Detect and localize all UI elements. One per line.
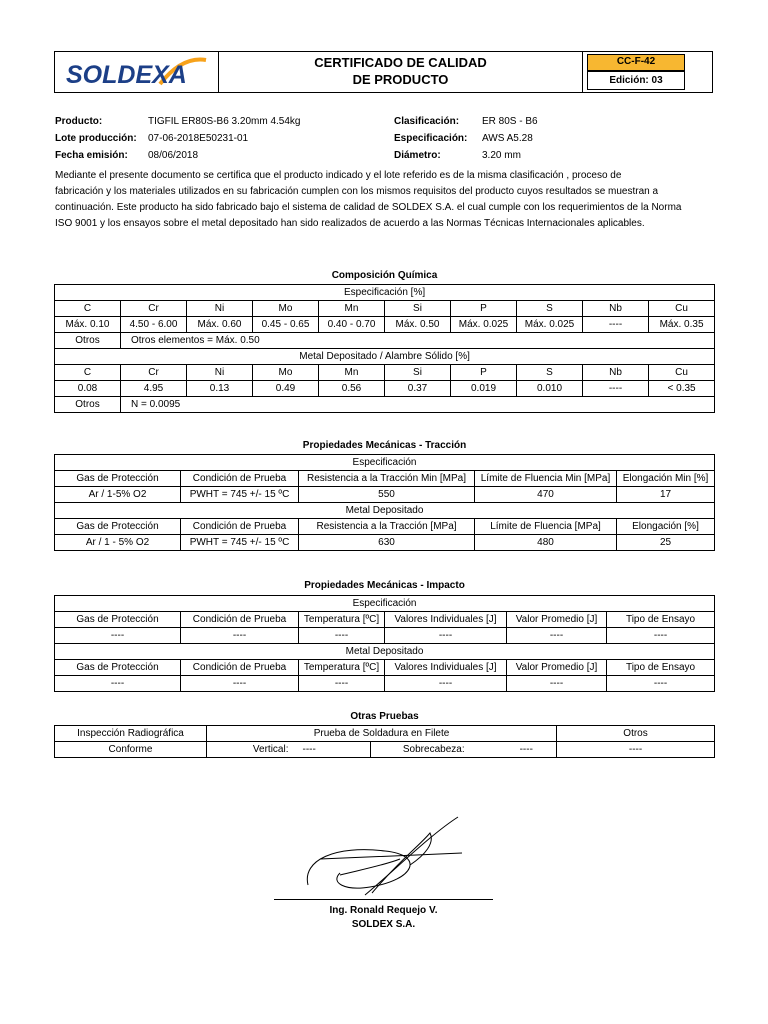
- column-header: Inspección Radiográfica: [55, 726, 207, 742]
- otras-table: [54, 725, 715, 758]
- spec-value-cell: 0.45 - 0.65: [253, 317, 319, 333]
- element-header: Ni: [187, 301, 253, 317]
- traccion-metal-header: Metal Depositado: [55, 503, 715, 519]
- document-title-2: DE PRODUCTO: [352, 72, 449, 87]
- value-cell: ----: [299, 628, 385, 644]
- spec-value-cell: ----: [583, 317, 649, 333]
- metal-value-cell: 0.49: [253, 381, 319, 397]
- soldexa-logo: [64, 54, 212, 90]
- metal-value-cell: 0.010: [517, 381, 583, 397]
- handwritten-signature: [300, 815, 470, 900]
- sobrecabeza-value: ----: [497, 742, 557, 758]
- composicion-metal-otros-row: [55, 397, 715, 413]
- composicion-spec-otros-row: [55, 333, 715, 349]
- impacto-metal-cols-row: [55, 660, 715, 676]
- otras-title: Otras Pruebas: [350, 711, 419, 722]
- column-header: Valor Promedio [J]: [507, 660, 607, 676]
- otras-header-row: [55, 726, 715, 742]
- signature-line: [274, 899, 493, 900]
- column-header: Elongación [%]: [617, 519, 715, 535]
- sobrecabeza-label: Sobrecabeza:: [371, 742, 497, 758]
- element-header: Cr: [121, 365, 187, 381]
- column-header: Gas de Protección: [55, 471, 181, 487]
- element-header: Nb: [583, 365, 649, 381]
- column-header: Límite de Fluencia [MPa]: [475, 519, 617, 535]
- lote-label: Lote producción:: [55, 133, 137, 144]
- composicion-title: Composición Química: [331, 270, 438, 281]
- value-cell: ----: [507, 628, 607, 644]
- element-header: Mo: [253, 301, 319, 317]
- producto-label: Producto:: [55, 116, 103, 127]
- column-header: Valores Individuales [J]: [385, 612, 507, 628]
- value-cell: ----: [385, 676, 507, 692]
- fecha-label: Fecha emisión:: [55, 150, 128, 161]
- composicion-spec-elements-row: [55, 301, 715, 317]
- impacto-metal-header: Metal Depositado: [55, 644, 715, 660]
- signer-company: SOLDEX S.A.: [351, 919, 416, 930]
- element-header: C: [55, 365, 121, 381]
- traccion-table: [54, 454, 715, 551]
- diametro-value: 3.20 mm: [482, 150, 521, 161]
- metal-value-cell: 0.56: [319, 381, 385, 397]
- column-header: Gas de Protección: [55, 519, 181, 535]
- value-cell: ----: [507, 676, 607, 692]
- metal-value-cell: 0.08: [55, 381, 121, 397]
- metal-value-cell: 0.37: [385, 381, 451, 397]
- impacto-table: [54, 595, 715, 692]
- value-cell: 470: [475, 487, 617, 503]
- spec-value-cell: Máx. 0.10: [55, 317, 121, 333]
- element-header: S: [517, 365, 583, 381]
- fecha-value: 08/06/2018: [148, 150, 199, 161]
- column-header: Resistencia a la Tracción [MPa]: [299, 519, 475, 535]
- value-cell: ----: [299, 676, 385, 692]
- element-header: Cu: [649, 365, 715, 381]
- composicion-metal-elements-row: [55, 365, 715, 381]
- traccion-spec-header: Especificación: [55, 455, 715, 471]
- certification-paragraph: [55, 168, 720, 232]
- element-header: P: [451, 301, 517, 317]
- element-header: Cr: [121, 301, 187, 317]
- element-header: Mn: [319, 365, 385, 381]
- radiografica-value: Conforme: [55, 742, 207, 758]
- composicion-metal-values-row: [55, 381, 715, 397]
- value-cell: 630: [299, 535, 475, 551]
- otros-label: Otros: [55, 397, 121, 413]
- traccion-spec-values-row: [55, 487, 715, 503]
- element-header: Ni: [187, 365, 253, 381]
- column-header: Condición de Prueba: [181, 612, 299, 628]
- diametro-label: Diámetro:: [394, 150, 441, 161]
- spec-value-cell: 0.40 - 0.70: [319, 317, 385, 333]
- metal-value-cell: 0.13: [187, 381, 253, 397]
- value-cell: 480: [475, 535, 617, 551]
- composicion-spec-header: Especificación [%]: [55, 285, 715, 301]
- producto-value: TIGFIL ER80S-B6 3.20mm 4.54kg: [148, 116, 301, 127]
- value-cell: Ar / 1-5% O2: [55, 487, 181, 503]
- column-header: Valores Individuales [J]: [385, 660, 507, 676]
- composicion-metal-header: Metal Depositado / Alambre Sólido [%]: [55, 349, 715, 365]
- otros-value: ----: [557, 742, 715, 758]
- composicion-spec-values-row: [55, 317, 715, 333]
- spec-value-cell: Máx. 0.60: [187, 317, 253, 333]
- header-divider-2: [582, 51, 583, 93]
- logo-text: SOLDEXA: [66, 61, 187, 89]
- edition: Edición: 03: [609, 75, 663, 86]
- impacto-spec-cols-row: [55, 612, 715, 628]
- metal-value-cell: 0.019: [451, 381, 517, 397]
- lote-value: 07-06-2018E50231-01: [148, 133, 249, 144]
- traccion-spec-cols-row: [55, 471, 715, 487]
- column-header: Condición de Prueba: [181, 519, 299, 535]
- value-cell: ----: [55, 676, 181, 692]
- clasificacion-label: Clasificación:: [394, 116, 460, 127]
- especificacion-label: Especificación:: [394, 133, 468, 144]
- spec-value-cell: Máx. 0.025: [451, 317, 517, 333]
- value-cell: ----: [181, 628, 299, 644]
- value-cell: ----: [55, 628, 181, 644]
- paragraph-line-3: continuación. Este producto ha sido fabricado bajo el sistema de calidad de SOLDEX S.A. el cual cumple con los requerimientos de la Norma: [55, 202, 682, 213]
- traccion-metal-cols-row: [55, 519, 715, 535]
- metal-value-cell: < 0.35: [649, 381, 715, 397]
- paragraph-line-4: ISO 9001 y los ensayos sobre el metal depositado han sido realizados de acuerdo a las Normas Técnicas Internacionales aplicables.: [55, 218, 645, 229]
- column-header: Gas de Protección: [55, 612, 181, 628]
- value-cell: Ar / 1 - 5% O2: [55, 535, 181, 551]
- value-cell: 25: [617, 535, 715, 551]
- value-cell: ----: [181, 676, 299, 692]
- metal-value-cell: ----: [583, 381, 649, 397]
- value-cell: PWHT = 745 +/- 15 ºC: [181, 487, 299, 503]
- impacto-spec-header: Especificación: [55, 596, 715, 612]
- column-header: Tipo de Ensayo: [607, 612, 715, 628]
- spec-value-cell: Máx. 0.35: [649, 317, 715, 333]
- column-header: Valor Promedio [J]: [507, 612, 607, 628]
- element-header: Mn: [319, 301, 385, 317]
- paragraph-line-1: Mediante el presente documento se certifica que el producto indicado y el lote referido es de la misma clasificación , proceso de: [55, 170, 622, 181]
- paragraph-line-2: fabricación y los materiales utilizados en su fabricación cumplen con los mismos requisitos del producto cuyos resultados se muestran a: [55, 186, 659, 197]
- value-cell: ----: [607, 676, 715, 692]
- otras-values-row: [55, 742, 715, 758]
- column-header: Temperatura [ºC]: [299, 660, 385, 676]
- column-header: Elongación Min [%]: [617, 471, 715, 487]
- column-header: Gas de Protección: [55, 660, 181, 676]
- column-header: Prueba de Soldadura en Filete: [207, 726, 557, 742]
- signer-name: Ing. Ronald Requejo V.: [329, 905, 438, 916]
- column-header: Tipo de Ensayo: [607, 660, 715, 676]
- vertical-value: ----: [293, 742, 371, 758]
- spec-value-cell: Máx. 0.50: [385, 317, 451, 333]
- spec-otros-value: Otros elementos = Máx. 0.50: [121, 333, 715, 349]
- impacto-metal-values-row: [55, 676, 715, 692]
- element-header: S: [517, 301, 583, 317]
- value-cell: PWHT = 745 +/- 15 ºC: [181, 535, 299, 551]
- especificacion-value: AWS A5.28: [482, 133, 533, 144]
- column-header: Resistencia a la Tracción Min [MPa]: [299, 471, 475, 487]
- impacto-title: Propiedades Mecánicas - Impacto: [304, 580, 465, 591]
- column-header: Condición de Prueba: [181, 660, 299, 676]
- element-header: C: [55, 301, 121, 317]
- metal-value-cell: 4.95: [121, 381, 187, 397]
- column-header: Condición de Prueba: [181, 471, 299, 487]
- element-header: Mo: [253, 365, 319, 381]
- element-header: Si: [385, 365, 451, 381]
- element-header: Si: [385, 301, 451, 317]
- vertical-label: Vertical:: [207, 742, 293, 758]
- composicion-table: [54, 284, 715, 413]
- value-cell: 17: [617, 487, 715, 503]
- spec-value-cell: Máx. 0.025: [517, 317, 583, 333]
- traccion-metal-values-row: [55, 535, 715, 551]
- clasificacion-value: ER 80S - B6: [482, 116, 538, 127]
- element-header: Nb: [583, 301, 649, 317]
- traccion-title: Propiedades Mecánicas - Tracción: [302, 440, 467, 451]
- metal-otros-value: N = 0.0095: [121, 397, 715, 413]
- spec-value-cell: 4.50 - 6.00: [121, 317, 187, 333]
- column-header: Otros: [557, 726, 715, 742]
- form-code: CC-F-42: [616, 56, 656, 67]
- element-header: Cu: [649, 301, 715, 317]
- impacto-spec-values-row: [55, 628, 715, 644]
- element-header: P: [451, 365, 517, 381]
- document-title-1: CERTIFICADO DE CALIDAD: [314, 55, 487, 70]
- otros-label: Otros: [55, 333, 121, 349]
- value-cell: ----: [385, 628, 507, 644]
- value-cell: 550: [299, 487, 475, 503]
- column-header: Límite de Fluencia Min [MPa]: [475, 471, 617, 487]
- value-cell: ----: [607, 628, 715, 644]
- column-header: Temperatura [ºC]: [299, 612, 385, 628]
